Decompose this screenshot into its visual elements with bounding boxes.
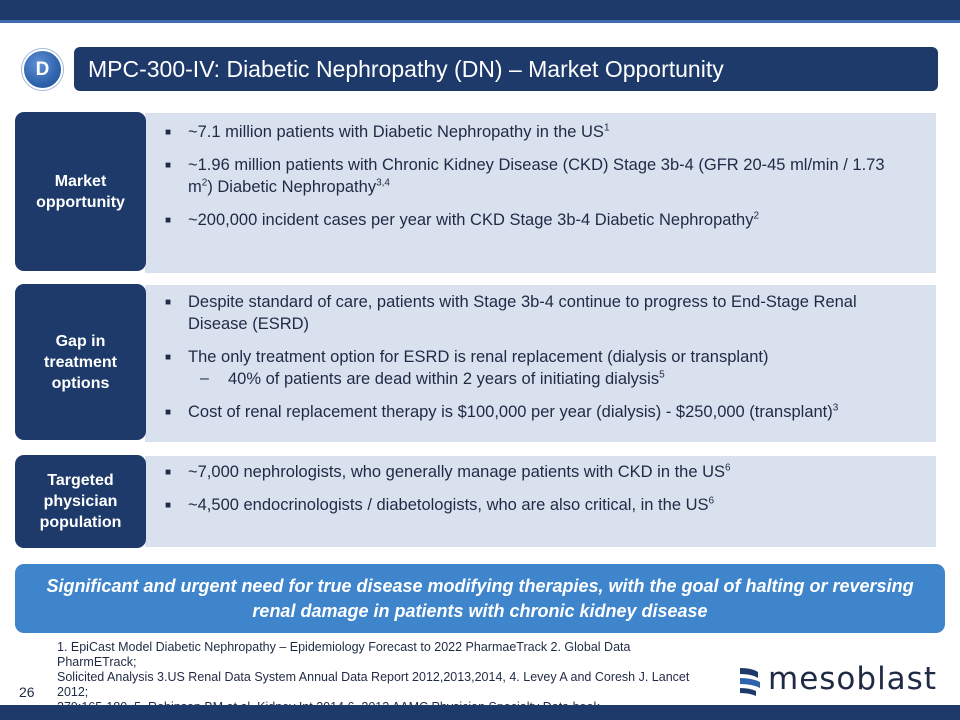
label-line: Targeted: [47, 472, 114, 489]
label-line: Market: [54, 172, 107, 190]
bottom-bar: [0, 705, 960, 720]
label-line: opportunity: [36, 193, 125, 211]
list-item: ■ The only treatment option for ESRD is renal replacement (dialysis or transplant): [160, 346, 930, 368]
square-bullet-icon: ■: [165, 297, 172, 308]
footnotes: 1. EpiCast Model Diabetic Nephropathy – Epidemiology Forecast to 2022 PharmaeTrack 2. Global Data PharmETrack; Solicited Analysis 3.US Renal Data System Annual Data Report 2012,2013,2014, 4. Levey A and Coresh J. Lancet 2012;: [57, 640, 690, 699]
page-title: MPC-300-IV: Diabetic Nephropathy (DN) – Market Opportunity: [88, 56, 724, 82]
square-bullet-icon: ■: [165, 352, 172, 363]
title-bar: [74, 47, 938, 91]
top-bar-accent: [0, 20, 960, 23]
physician-population-label: [15, 455, 146, 548]
square-bullet-icon: ■: [165, 467, 172, 478]
label-line: physician: [43, 493, 118, 510]
list-item: ■ Despite standard of care, patients with Stage 3b-4 continue to progress to End-Stage Renal Disease (ESRD): [165, 293, 857, 333]
logo-wordmark: mesoblast: [768, 661, 937, 697]
list-item: ■ Cost of renal replacement therapy is $100,000 per year (dialysis) - $250,000 (transplant)$^3$: [160, 401, 930, 423]
label-line: population: [39, 514, 122, 531]
treatment-gap-bullets: [160, 291, 930, 423]
square-bullet-icon: ■: [165, 407, 172, 418]
key-message-callout: [15, 564, 945, 633]
list-item: – 40% of patients are dead within 2 years of initiating dialysis$^5$: [200, 369, 665, 388]
square-bullet-icon: ■: [165, 160, 172, 171]
list-item: ■ ~200,000 incident cases per year with CKD Stage 3b-4 Diabetic Nephropathy$^2$: [160, 209, 930, 231]
label-line: options: [51, 374, 110, 392]
section-badge: D: [22, 49, 63, 90]
list-item: ■ ~1.96 million patients with Chronic Kidney Disease (CKD) Stage 3b-4 (GFR 20-45 ml/min / 1.73 $m^2$) Diabetic Nephropathy$^{3,4}$: [165, 156, 885, 196]
list-item: ■ ~7.1 million patients with Diabetic Nephropathy in the $US^1$: [160, 121, 930, 143]
physician-population-bullets: [160, 461, 930, 516]
market-opportunity-bullets: [160, 121, 930, 231]
square-bullet-icon: ■: [165, 215, 172, 226]
list-item: ■ ~4,500 endocrinologists / diabetologists, who are also critical, in the $US^6$: [160, 494, 930, 516]
mesoblast-logo: [738, 660, 938, 696]
label-line: treatment: [44, 353, 117, 371]
square-bullet-icon: ■: [165, 500, 172, 511]
treatment-gap-label: [15, 284, 146, 440]
square-bullet-icon: ■: [165, 127, 172, 138]
dash-bullet-icon: –: [200, 370, 209, 387]
list-item: ■ ~7,000 nephrologists, who generally manage patients with CKD in the $US^6$: [160, 461, 930, 483]
page-number: 26: [19, 684, 35, 700]
market-opportunity-label: [15, 112, 146, 271]
mesoblast-logo-icon: [738, 662, 766, 698]
label-line: Gap in: [55, 332, 106, 350]
callout-text: Significant and urgent need for true disease modifying therapies, with the goal of halting or reversing renal damage in patients with chronic kidney disease: [46, 575, 914, 621]
top-bar: [0, 0, 960, 20]
